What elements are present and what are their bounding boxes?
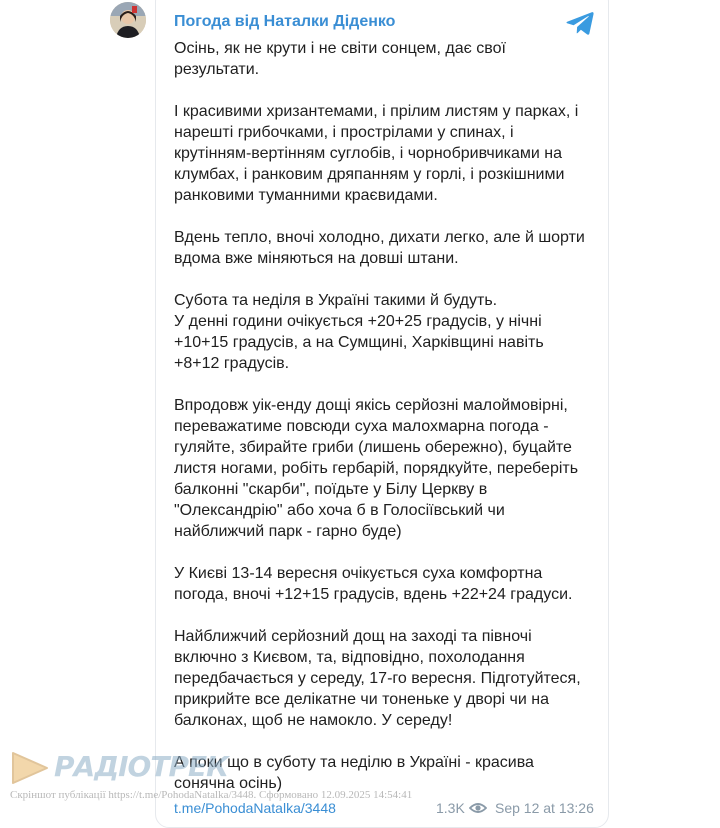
watermark-caption: Скріншот публікації https://t.me/PohodaNatalka/3448. Сформовано 12.09.2025 14:54:41 <box>10 789 413 801</box>
text-line: Найближчий серйозний дощ на заході та півночі <box>174 628 532 645</box>
post-paragraph <box>174 227 594 269</box>
text-line: Вдень тепло, вночі холодно, дихати легко, але й шорти <box>174 229 585 246</box>
text-line: гуляйте, збирайте гриби (лишень обережно), буцайте <box>174 439 572 456</box>
text-line: крутінням-вертінням суглобів, і чорнобривчиками на <box>174 145 562 162</box>
text-line: А поки що в суботу та неділю в Україні - красива <box>174 754 534 771</box>
post-paragraph <box>174 752 594 794</box>
post-paragraph <box>174 290 594 374</box>
post-paragraph <box>174 626 594 731</box>
post-paragraph <box>174 563 594 605</box>
post-text <box>174 38 594 794</box>
text-line: клумбах, і ранковим дряпанням у горлі, і розкішними <box>174 166 565 183</box>
text-line: Субота та неділя в Україні такими й будуть. <box>174 292 498 309</box>
text-line: У Києві 13-14 вересня очікується суха комфортна <box>174 565 543 582</box>
text-line: включно з Києвом, та, відповідно, похолодання <box>174 649 525 666</box>
post-paragraph <box>174 38 594 80</box>
text-line: результати. <box>174 61 260 78</box>
play-icon <box>10 751 50 785</box>
telegram-icon[interactable] <box>566 11 594 35</box>
text-line: вдома вже міняються на довші штани. <box>174 250 459 267</box>
views-count: 1.3K <box>436 800 465 816</box>
text-line: У денні години очікується +20+25 градусів, у нічні <box>174 313 542 330</box>
text-line: Осінь, як не крути і не світи сонцем, дає свої <box>174 40 506 57</box>
text-line: балконах, щоб не намокло. У середу! <box>174 712 453 729</box>
watermark-logo <box>10 749 228 787</box>
post-date[interactable]: Sep 12 at 13:26 <box>495 800 594 816</box>
text-line: +10+15 градусів, а на Сумщині, Харківщині навіть <box>174 334 544 351</box>
text-line: передбачається у середу, 17-го вересня. Підготуйтеся, <box>174 670 581 687</box>
text-line: "Олександрію" або хоча б в Голосіївський чи <box>174 502 505 519</box>
text-line: ранковими туманними краєвидами. <box>174 187 438 204</box>
text-line: погода, вночі +12+15 градусів, вдень +22+24 градуси. <box>174 586 573 603</box>
post-paragraph <box>174 395 594 542</box>
text-line: прикрийте все делікатне чи тоненьке у дворі чи на <box>174 691 549 708</box>
text-line: переважатиме повсюди суха малохмарна погода - <box>174 418 549 435</box>
eye-icon <box>469 801 487 815</box>
text-line: І красивими хризантемами, і прілим листям у парках, і <box>174 103 579 120</box>
text-line: нарешті грибочками, і прострілами у спинах, і <box>174 124 514 141</box>
post-paragraph <box>174 101 594 206</box>
channel-avatar[interactable] <box>110 2 146 38</box>
channel-name[interactable]: Погода від Наталки Діденко <box>174 13 396 30</box>
text-line: +8+12 градусів. <box>174 355 290 372</box>
watermark-logo-text: РАДІОТРЕК <box>54 750 228 783</box>
text-line: Впродовж уік-енду дощі якісь серйозні малоймовірні, <box>174 397 568 414</box>
text-line: листя ногами, робіть гербарій, порядкуйте, переберіть <box>174 460 579 477</box>
avatar-photo <box>110 2 146 38</box>
text-line: балконні "скарби", поїдьте у Білу Церкву в <box>174 481 488 498</box>
post-footer <box>174 799 594 817</box>
text-line: найближчий парк - гарно буде) <box>174 523 402 540</box>
post-link[interactable]: t.me/PohodaNatalka/3448 <box>174 800 336 816</box>
text-line: сонячна осінь) <box>174 775 283 792</box>
